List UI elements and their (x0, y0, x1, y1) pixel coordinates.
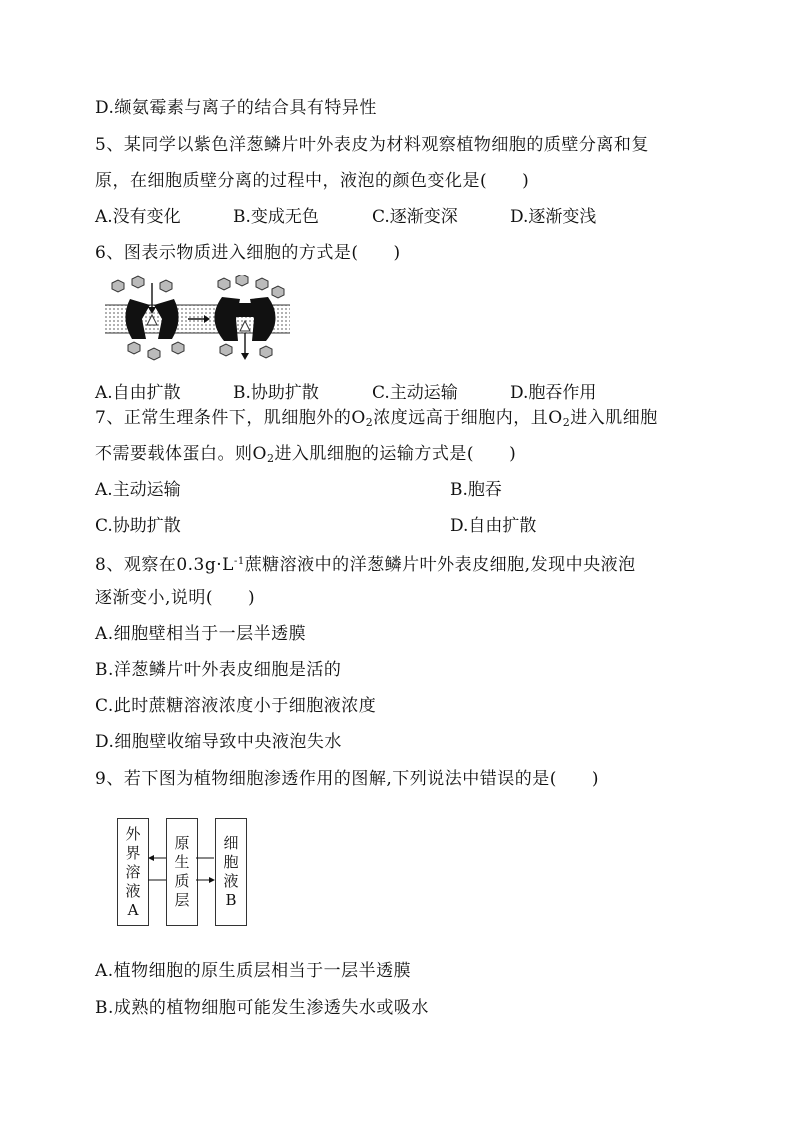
q5-option-c: C.逐渐变深 (372, 207, 458, 227)
q6-option-d: D.胞吞作用 (510, 383, 597, 403)
q5-option-b: B.变成无色 (233, 207, 319, 227)
q8-option-d: D.细胞壁收缩导致中央液泡失水 (95, 732, 342, 752)
q6-option-c: C.主动运输 (372, 383, 458, 403)
q8-option-b: B.洋葱鳞片叶外表皮细胞是活的 (95, 660, 342, 680)
membrane-transport-figure (100, 275, 295, 367)
q8-option-a: A.细胞壁相当于一层半透膜 (95, 624, 307, 644)
q5-stem-line1: 5、某同学以紫色洋葱鳞片叶外表皮为材料观察植物细胞的质壁分离和复 (95, 135, 649, 155)
q7-stem-line1: 7、正常生理条件下，肌细胞外的$O_2$浓度远高于细胞内，且$O_2$进入肌细胞 (95, 408, 658, 429)
q6-option-b: B.协助扩散 (233, 383, 319, 403)
q6-stem: 6、图表示物质进入细胞的方式是( ) (95, 243, 401, 263)
q7-option-c: C.协助扩散 (95, 516, 181, 536)
q4-option-d: D.缬氨霉素与离子的结合具有特异性 (95, 98, 377, 118)
q9-stem: 9、若下图为植物细胞渗透作用的图解,下列说法中错误的是( ) (95, 769, 599, 789)
q7-option-a: A.主动运输 (95, 480, 181, 500)
box-cell-sap: 细胞液B (215, 818, 247, 926)
q8-option-c: C.此时蔗糖溶液浓度小于细胞液浓度 (95, 696, 377, 716)
osmosis-arrows (147, 850, 217, 890)
q9-option-a: A.植物细胞的原生质层相当于一层半透膜 (95, 961, 412, 981)
box-protoplast-layer: 原生质层 (166, 818, 198, 926)
q5-stem-line2: 原，在细胞质壁分离的过程中，液泡的颜色变化是( ) (95, 171, 530, 191)
box-outer-solution: 外界溶液A (117, 818, 149, 926)
q5-option-a: A.没有变化 (95, 207, 181, 227)
q6-option-a: A.自由扩散 (95, 383, 181, 403)
q5-option-d: D.逐渐变浅 (510, 207, 597, 227)
q9-option-b: B.成熟的植物细胞可能发生渗透失水或吸水 (95, 998, 429, 1018)
q8-stem-line1: 8、观察在$0.3g\cdot L^{-1}$蔗糖溶液中的洋葱鳞片叶外表皮细胞,发现中央液泡 (95, 555, 636, 575)
q7-option-d: D.自由扩散 (450, 516, 537, 536)
q8-stem-line2: 逐渐变小,说明( ) (95, 588, 256, 608)
q7-stem-line2: 不需要载体蛋白。则$O_2$进入肌细胞的运输方式是( ) (95, 444, 517, 465)
q7-option-b: B.胞吞 (450, 480, 502, 500)
